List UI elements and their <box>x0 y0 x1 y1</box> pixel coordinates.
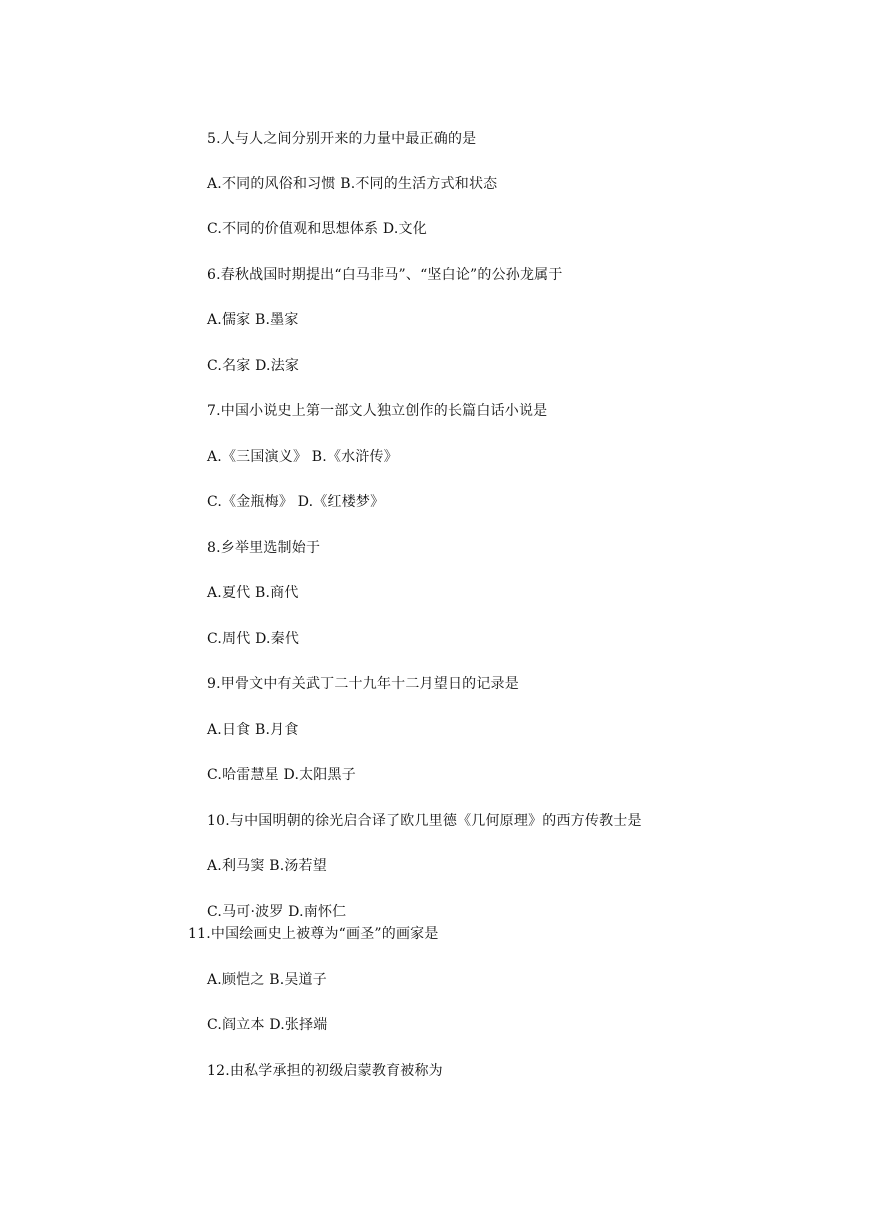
question-6: 6.春秋战国时期提出“白马非马”、“坚白论”的公孙龙属于 <box>207 267 563 283</box>
question-12: 12.由私学承担的初级启蒙教育被称为 <box>207 1063 443 1079</box>
question-8: 8.乡举里选制始于 <box>207 540 321 556</box>
question-9: 9.甲骨文中有关武丁二十九年十二月望日的记录是 <box>207 676 519 692</box>
question-5-options-ab: A.不同的风俗和习惯 B.不同的生活方式和状态 <box>207 176 498 192</box>
question-5: 5.人与人之间分别开来的力量中最正确的是 <box>207 131 477 147</box>
question-11: 11.中国绘画史上被尊为“画圣”的画家是 <box>188 926 439 942</box>
question-6-options-ab: A.儒家 B.墨家 <box>207 312 299 328</box>
question-11-options-cd: C.阎立本 D.张择端 <box>207 1017 328 1033</box>
question-9-options-cd: C.哈雷慧星 D.太阳黑子 <box>207 767 356 783</box>
question-9-options-ab: A.日食 B.月食 <box>207 722 299 738</box>
question-10-options-cd: C.马可·波罗 D.南怀仁 <box>207 904 347 920</box>
question-11-options-ab: A.顾恺之 B.吴道子 <box>207 972 327 988</box>
question-6-options-cd: C.名家 D.法家 <box>207 358 300 374</box>
question-7: 7.中国小说史上第一部文人独立创作的长篇白话小说是 <box>207 403 548 419</box>
question-7-options-ab: A.《三国演义》 B.《水浒传》 <box>207 449 398 465</box>
question-8-options-cd: C.周代 D.秦代 <box>207 631 300 647</box>
question-10-options-ab: A.利马窦 B.汤若望 <box>207 858 327 874</box>
question-10: 10.与中国明朝的徐光启合译了欧几里德《几何原理》的西方传教士是 <box>207 813 642 829</box>
question-8-options-ab: A.夏代 B.商代 <box>207 585 299 601</box>
question-7-options-cd: C.《金瓶梅》 D.《红楼梦》 <box>207 494 385 510</box>
question-5-options-cd: C.不同的价值观和思想体系 D.文化 <box>207 221 427 237</box>
